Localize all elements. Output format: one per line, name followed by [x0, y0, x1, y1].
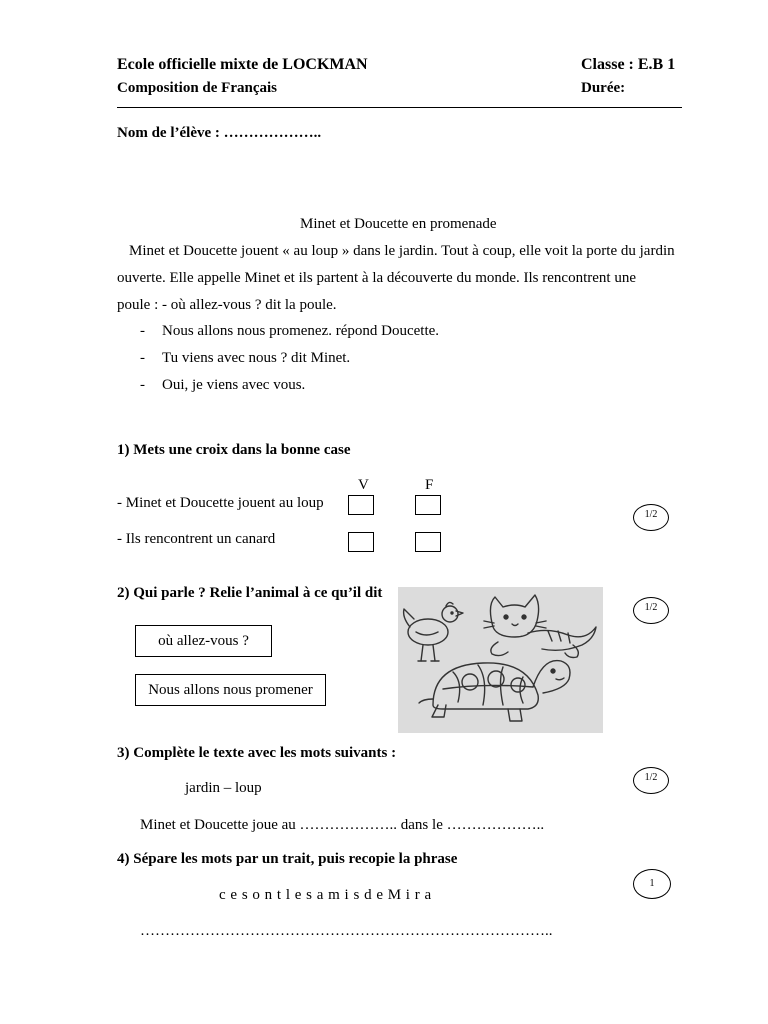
q2-speech-box-2[interactable]: Nous allons nous promener [135, 674, 326, 706]
duration-label: Durée: [581, 80, 626, 96]
class-label: Classe : E.B 1 [581, 56, 676, 73]
animals-illustration [398, 587, 603, 733]
q3-score: 1/2 [644, 772, 658, 783]
q4-score: 1 [649, 878, 655, 889]
q1-s2-false-checkbox[interactable] [415, 532, 441, 552]
q2-score: 1/2 [644, 602, 658, 613]
q1-s1-true-checkbox[interactable] [348, 495, 374, 515]
q1-statement-1: - Minet et Doucette jouent au loup [117, 495, 324, 511]
q2-title: 2) Qui parle ? Relie l’animal à ce qu’il dit [117, 585, 383, 601]
q4-title [117, 851, 457, 868]
dialogue-text: Tu viens avec nous ? dit Minet. [162, 350, 351, 366]
q1-s1-false-checkbox[interactable] [415, 495, 441, 515]
q1-statement-2: - Ils rencontrent un canard [117, 531, 276, 547]
q4-answer-line[interactable]: ……………………………………………………………………….. [140, 923, 553, 939]
q3-score-oval [633, 767, 669, 794]
dash-bullet: - [140, 323, 145, 339]
q2-speech-box-1[interactable]: où allez-vous ? [135, 625, 272, 657]
story-title: Minet et Doucette en promenade [300, 216, 497, 232]
school-name: Ecole officielle mixte de LOCKMAN [117, 56, 368, 73]
story-line-3: poule : - où allez-vous ? dit la poule. [117, 297, 337, 313]
q1-title: 1) Mets une croix dans la bonne case [117, 442, 351, 458]
dash-bullet: - [140, 377, 145, 393]
q1-score: 1/2 [644, 509, 658, 520]
q4-score-oval [633, 869, 671, 899]
dialogue-text: Oui, je viens avec vous. [162, 377, 306, 393]
q3-fill-sentence[interactable]: Minet et Doucette joue au ……………….. dans le ……………….. [140, 817, 545, 833]
q2-score-oval [633, 597, 669, 624]
q1-score-oval [633, 504, 669, 531]
dash-bullet: - [140, 350, 145, 366]
student-name-field[interactable]: Nom de l’élève : ……………….. [117, 125, 322, 141]
q4-letter-sequence: c e s o n t l e s a m i s d e M i r a [219, 887, 432, 903]
story-line-1: Minet et Doucette jouent « au loup » dans le jardin. Tout à coup, elle voit la porte du jardin [129, 243, 675, 259]
q1-s2-true-checkbox[interactable] [348, 532, 374, 552]
hen-cat-turtle-icon [398, 587, 603, 733]
header-divider [117, 107, 682, 108]
dialogue-line-1 [140, 323, 540, 343]
q1-col-f: F [425, 477, 434, 493]
story-line-2: ouverte. Elle appelle Minet et ils partent à la découverte du monde. Ils rencontrent une [117, 270, 636, 286]
q3-word-list: jardin – loup [185, 780, 262, 796]
dialogue-line-3 [140, 377, 540, 397]
dialogue-line-2 [140, 350, 540, 370]
subject-title: Composition de Français [117, 80, 278, 96]
dialogue-text: Nous allons nous promenez. répond Doucette. [162, 323, 440, 339]
q4-title-rest: épare les mots par un trait, puis recopie la phrase [141, 851, 458, 867]
q1-col-v: V [358, 477, 369, 493]
q4-title-prefix: 4) S [117, 851, 142, 867]
q3-title: 3) Complète le texte avec les mots suivants : [117, 745, 397, 761]
